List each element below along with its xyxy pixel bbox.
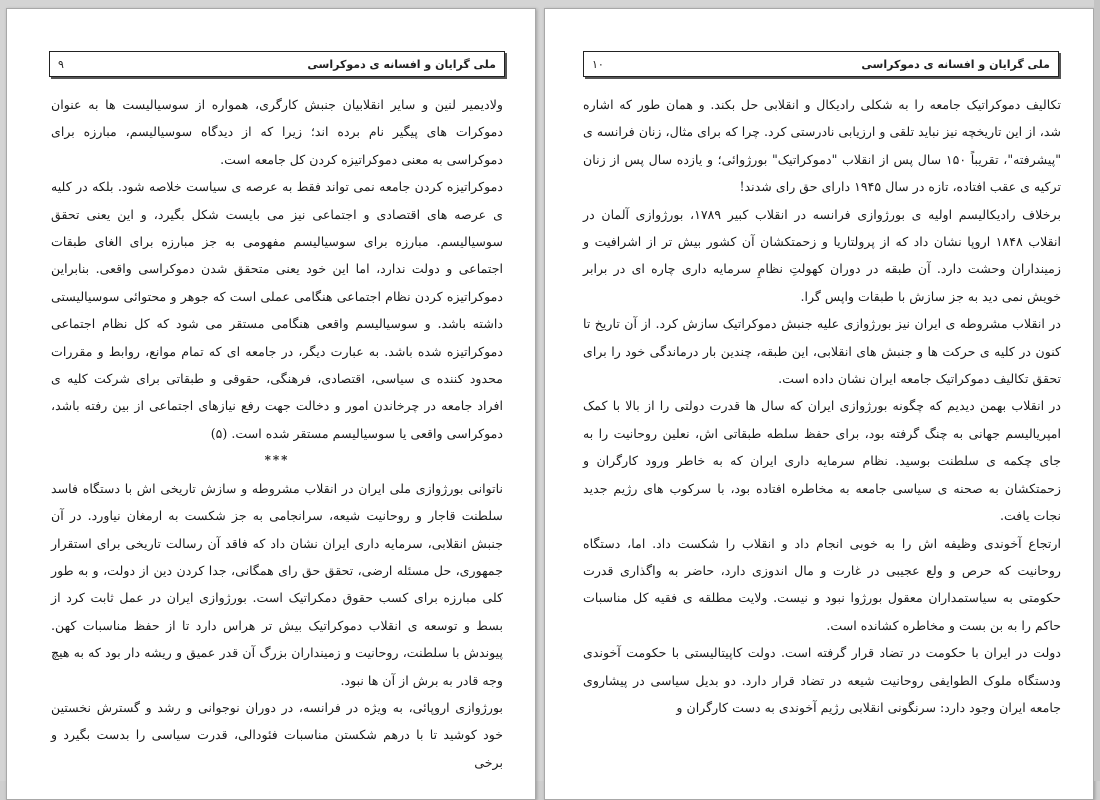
section-separator: *** <box>264 453 290 468</box>
page-body <box>51 91 503 776</box>
running-title: ملی گرایان و افسانه ی دموکراسی <box>861 57 1050 71</box>
running-title: ملی گرایان و افسانه ی دموکراسی <box>307 57 496 71</box>
paragraph: ولادیمیر لنین و سایر انقلابیان جنبش کارگری، همواره از سوسیالیست ها به عنوان دموکرات های پیگیر نام برده اند؛ زیرا که از دیدگاه سوسیالیسم، مبارزه برای دموکراسی به معنی دموکراتیزه کردن کل جامعه است. <box>51 97 503 167</box>
paragraph: دموکراتیزه کردن جامعه نمی تواند فقط به عرصه ی سیاست خلاصه شود. بلکه در کلیه ی عرصه های اقتصادی و اجتماعی نیز می بایست شکل بگیرد، و این یعنی تحقق سوسیالیسم. مبارزه برای سوسیالیسم مفهومی به جز مبارزه برای الغای طبقات اجتماعی و دولت ندارد، اما این خود یعنی متحقق شدن دموکراسی واقعی. بنابراین دموکراتیزه کردن نظام اجتماعی هنگامی عملی است که جوهر و محتوائی سوسیالیستی داشته باشد. و سوسیالیسم واقعی هنگامی مستقر می شود که کل نظام اجتماعی دموکراتیزه شده باشد. به عبارت دیگر، در جامعه ای که تمام موانع، روابط و مقررات محدود کننده ی سیاسی، اقتصادی، فرهنگی، حقوقی و طبقاتی برای شرکت کلیه ی افراد جامعه در چرخاندن امور و دخالت جهت رفع نیازهای اجتماعی از بین رفته باشد، دموکراسی واقعی یا سوسیالیسم مستقر شده است. (۵) <box>51 179 503 441</box>
paragraph: ارتجاع آخوندی وظیفه اش را به خوبی انجام داد و انقلاب را شکست داد. اما، دستگاه روحانیت که حرص و ولع عجیبی در غارت و مال اندوزی دارد، حاضر به واگذاری قدرت حکومتی به سیاستمداران معقول بورژوا نبود و نیست. ولایت مطلقه ی فقیه کل مناسبات حاکم را به بن بست و مخاطره کشانده است. <box>583 535 1061 633</box>
paragraph: برخلاف رادیکالیسم اولیه ی بورژوازی فرانسه در انقلاب کبیر ۱۷۸۹، بورژوازی آلمان در انقلاب ۱۸۴۸ اروپا نشان داد که از پرولتاریا و زحمتکشان آن کشور بیش تر از اشرافیت و زمینداران وحشت دارد. آن طبقه در دوران کهولتِ نظامِ سرمایه داری چاره ای در برابر خویش نمی دید به جز سازش با طبقات واپس گرا. <box>583 206 1062 304</box>
page-body <box>583 91 1061 721</box>
paragraph: تکالیف دموکراتیک جامعه را به شکلی رادیکال و انقلابی حل بکند. و همان طور که اشاره شد، از این تاریخچه نیز نباید تلقی و ارزیابی نادرستی کرد. چرا که برای مثال، زنان فرانسه ی "پیشرفته"، تقریباً ۱۵۰ سال پس از انقلاب "دموکراتیک" بورژوائی؛ و یازده سال پس از زنان ترکیه ی عقب افتاده، تازه در سال ۱۹۴۵ دارای حق رای شدند! <box>583 97 1061 195</box>
page-header <box>49 51 505 77</box>
paragraph: ناتوانی بورژوازی ملی ایران در انقلاب مشروطه و سازش تاریخی اش با دستگاه فاسد سلطنت قاجار و روحانیت شیعه، سرانجامی به جز شکست به ارمغان نیاورد. در آن جنبش انقلابی، سرمایه داری ایران نشان داد که فاقد آن رسالت تاریخی برای استقرار جمهوری، حل مسئله ارضی، تحقق حق رای همگانی، جدا کردن دین از دولت، و به طور کلی مبارزه برای کسب حقوق دمکراتیک است. بورژوازی ایران در عمل ثابت کرد از بسط و توسعه ی انقلاب دموکراتیک بیش تر هراس دارد تا از حفظ مناسبات کهن. پیوندش با سلطنت، روحانیت و زمینداران بزرگ آن قدر عمیق و ریشه دار بود که به هیچ وجه قادر به برش از آن ها نبود. <box>51 480 503 688</box>
page-number: ۱۰ <box>592 57 604 71</box>
page-10 <box>544 8 1094 800</box>
paragraph: دولت در ایران با حکومت در تضاد قرار گرفته است. دولت کاپیتالیستی با حکومت آخوندی ودستگاه ملوک الطوایفی روحانیت شیعه در تضاد قرار دارد. دو بدیل سیاسی در پیشاروی جامعه ایران وجود دارد: سرنگونی انقلابی رژیم آخوندی به دست کارگران و <box>583 645 1061 715</box>
page-9 <box>6 8 536 800</box>
paragraph: در انقلاب بهمن دیدیم که چگونه بورژوازی ایران که سال ها قدرت دولتی را از بالا با کمک امپریالیسم جهانی به چنگ گرفته بود، برای حفظ سلطه طبقاتی اش، نعلین روحانیت را به جای چکمه ی سلطنت بوسید. نظام سرمایه داری ایران که به خاطر ورود کارگران و زحمتکشان به صحنه ی سیاسی جامعه به مخاطره افتاده بود، با سرکوب های رژیم جدید نجات یافت. <box>583 398 1062 524</box>
paragraph: بورژوازی اروپائی، به ویژه در فرانسه، در دوران نوجوانی و رشد و گسترش نخستین خود کوشید تا با درهم شکستن مناسبات فئودالی، قدرت سیاسی را بدست بگیرد و برخی <box>51 699 503 770</box>
paragraph: در انقلاب مشروطه ی ایران نیز بورژوازی علیه جنبش دموکراتیک سازش کرد. از آن تاریخ تا کنون در کلیه ی حرکت ها و جنبش های انقلابی، این طبقه، چندین بار درماندگی خود را برای تحقق تکالیف دموکراتیک جامعه ایران نشان داده است. <box>583 316 1061 387</box>
page-number: ۹ <box>58 57 64 71</box>
page-header <box>583 51 1059 77</box>
vertical-scrollbar[interactable] <box>1094 0 1100 781</box>
